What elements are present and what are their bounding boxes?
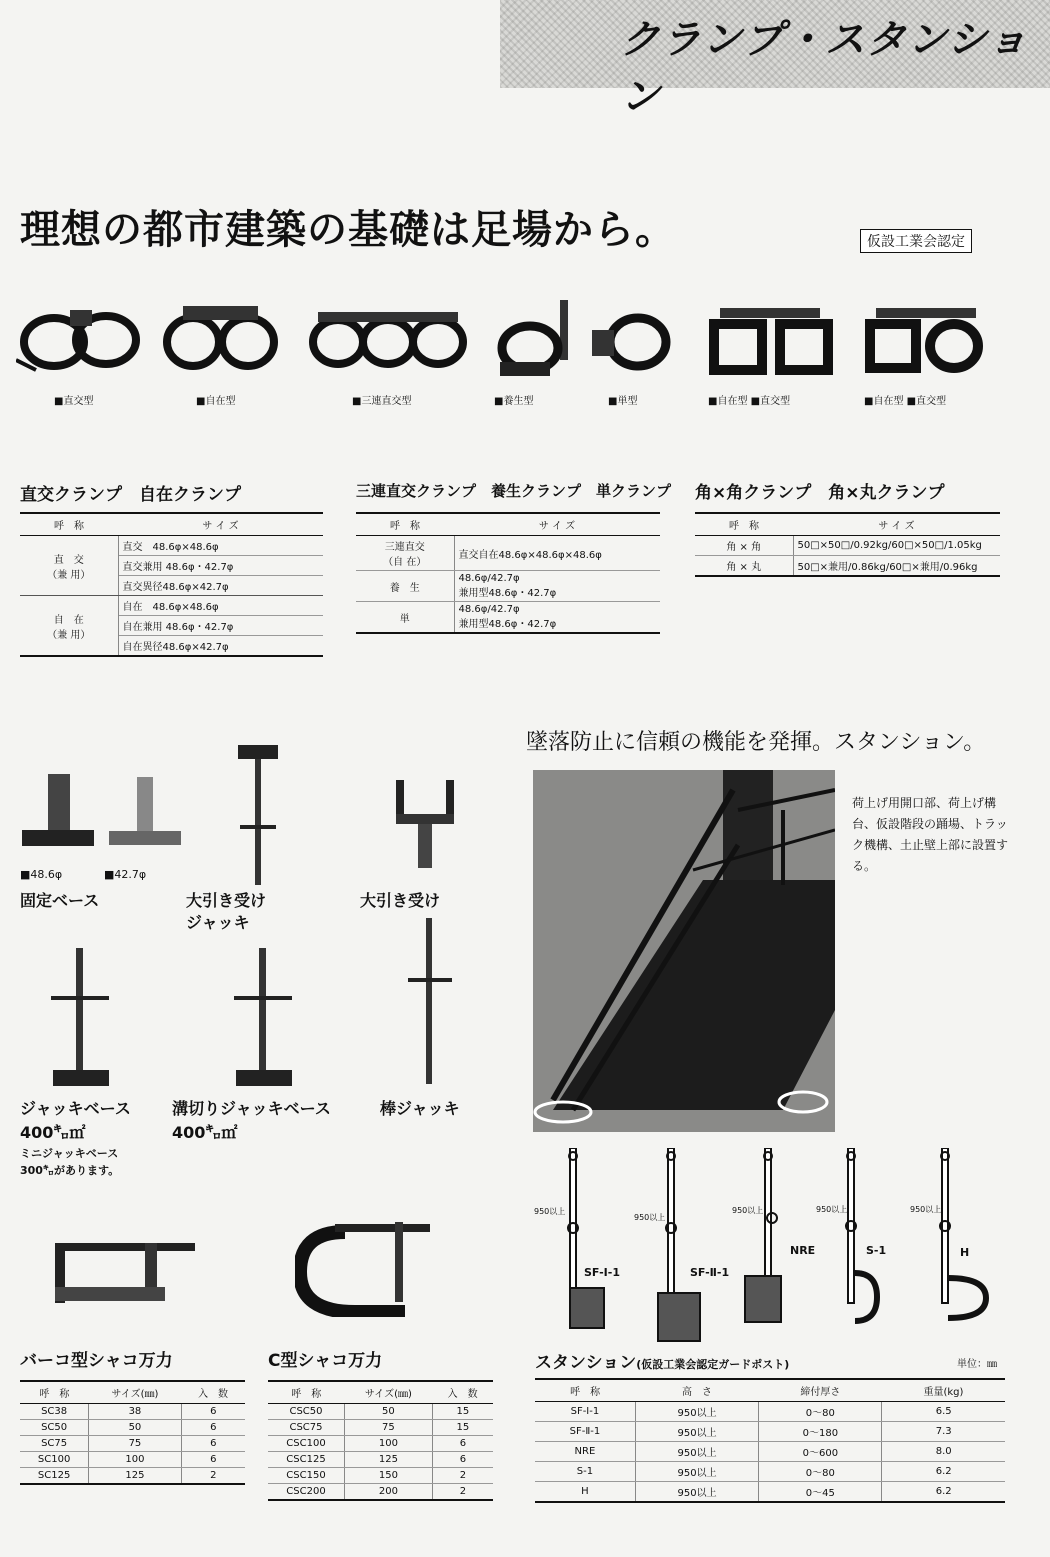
table1-size: 直交 48.6φ×48.6φ [118,536,323,556]
table1-size: 自在 48.6φ×48.6φ [118,596,323,616]
table-row [268,1452,493,1468]
table5-cell: 50 [344,1404,432,1420]
table-row [535,1462,1005,1482]
table6-cell: 950以上 [635,1442,758,1462]
table6-title-text: スタンション [535,1353,637,1373]
table2-row-name: 養 生 [356,571,454,602]
post-label: SF-Ⅰ-1 [584,1266,620,1279]
post-label: S-1 [866,1244,887,1257]
table-row [20,1404,245,1420]
clamp-single-image [590,300,675,380]
bar-clamp-image [45,1235,200,1310]
table2-title: 三連直交クランプ 養生クランプ 単クランプ [356,482,672,500]
table4-header: 入 数 [181,1381,245,1404]
table5-cell: CSC150 [268,1468,344,1484]
mini-jack-note-1: ミニジャッキベース [20,1147,119,1160]
table1-group-sub: （兼 用） [47,569,91,581]
table-row [268,1468,493,1484]
table4-cell: SC125 [20,1468,89,1485]
table-row [20,536,323,556]
clamp-swivel-image [163,300,278,380]
table-row [268,1420,493,1436]
post-label: SF-Ⅱ-1 [690,1266,730,1279]
jack-base-image [45,948,115,1088]
table6-cell: 0～600 [759,1442,882,1462]
clamp-caption: ■養生型 [494,396,534,407]
table6-title [535,1348,789,1373]
table5-cell: 2 [432,1484,493,1501]
table6-cell: 950以上 [635,1402,758,1422]
table-row [535,1482,1005,1503]
table-row [356,602,660,634]
clamp-square-round-image [860,300,990,380]
table4-cell: 125 [89,1468,181,1485]
table2 [356,512,660,634]
table2-header: サ イ ズ [454,513,660,536]
stanchion-headline: 墜落防止に信頼の機能を発揮。スタンション。 [526,730,986,755]
table-row [695,536,1000,556]
fixed-base-427-image [105,775,185,848]
table1-group-name: 自 在 [53,614,84,626]
table5-cell: 15 [432,1404,493,1420]
table6-cell: 950以上 [635,1422,758,1442]
table5-cell: 75 [344,1420,432,1436]
clamp-caption: ■自在型 [196,396,236,407]
table2-size: 48.6φ/42.7φ [458,604,520,615]
table1-size: 直交異径48.6φ×42.7φ [118,576,323,596]
table5-cell: 6 [432,1452,493,1468]
fixed-base-486-image [18,770,98,848]
stanchion-description: 荷上げ用開口部、荷上げ構台、仮設階段の踊場、トラック機構、土止壁上部に設置する。 [852,796,1009,873]
rod-jack-image [400,918,460,1088]
clamp-caption: ■自在型 ■直交型 [708,396,791,407]
table3-title: 角×角クランプ 角×丸クランプ [695,483,945,503]
table5-cell: 125 [344,1452,432,1468]
table3-header: 呼 称 [695,513,793,536]
table5-header: 入 数 [432,1381,493,1404]
tagline: 理想の都市建築の基礎は足場から。 [20,207,676,253]
clamp-triple-image [308,300,468,380]
table6-cell: NRE [535,1442,635,1462]
clamp-caption: ■自在型 ■直交型 [864,396,947,407]
table-row [695,556,1000,577]
table3 [695,512,1000,577]
table-row [20,1420,245,1436]
clamp-square-square-image [700,300,840,380]
table5-title: C型シャコ万力 [268,1351,383,1371]
table5-header: サイズ(㎜) [344,1381,432,1404]
table1-title: 直交クランプ 自在クランプ [20,485,241,505]
table4 [20,1380,245,1485]
table6-cell: 950以上 [635,1462,758,1482]
table6-cell: H [535,1482,635,1503]
table4-cell: 6 [181,1436,245,1452]
table2-row-name: 単 [356,602,454,634]
mini-jack-note-2: 300㌔があります。 [20,1164,120,1177]
table6 [535,1378,1005,1503]
table-row [356,571,660,602]
table4-cell: 6 [181,1420,245,1436]
table6-cell: 0～80 [759,1402,882,1422]
table1-size: 自在異径48.6φ×42.7φ [118,636,323,657]
table-row [20,1436,245,1452]
beam-jack-image [230,745,285,885]
post-height: 950以上 [534,1207,566,1216]
table5-cell: CSC50 [268,1404,344,1420]
table4-cell: SC75 [20,1436,89,1452]
table2-row-name: 三連直交 [384,542,425,553]
table4-cell: 6 [181,1452,245,1468]
table5-cell: 200 [344,1484,432,1501]
table-row [268,1404,493,1420]
table5 [268,1380,493,1501]
table6-cell: 6.5 [882,1402,1005,1422]
grooved-jack-base-label: 溝切りジャッキベース [172,1099,331,1118]
table5-cell: 15 [432,1420,493,1436]
table4-title: バーコ型シャコ万力 [20,1351,173,1371]
post-height: 950以上 [634,1213,666,1222]
size-427-label: ■42.7φ [104,868,147,881]
table1-size: 直交兼用 48.6φ・42.7φ [118,556,323,576]
fixed-base-label: 固定ベース [20,891,100,910]
clamp-caption: ■単型 [608,396,638,407]
post-label: H [960,1246,970,1259]
table4-header: 呼 称 [20,1381,89,1404]
table4-cell: 38 [89,1404,181,1420]
table5-cell: 100 [344,1436,432,1452]
table4-cell: SC38 [20,1404,89,1420]
size-486-label: ■48.6φ [20,868,63,881]
table4-cell: 2 [181,1468,245,1485]
table4-cell: 50 [89,1420,181,1436]
table6-header: 呼 称 [535,1379,635,1402]
table2-size: 兼用型48.6φ・42.7φ [458,619,557,630]
beam-jack-label-2: ジャッキ [186,913,250,932]
stanchion-photo [533,770,835,1132]
table-row [535,1402,1005,1422]
clamp-caption: ■三連直交型 [352,396,412,407]
table2-row-sub: （自 在） [383,557,427,568]
table2-header: 呼 称 [356,513,454,536]
table6-cell: 0～45 [759,1482,882,1503]
c-clamp-image [295,1222,435,1317]
table4-cell: 100 [89,1452,181,1468]
table5-header: 呼 称 [268,1381,344,1404]
beam-receiver-image [390,780,460,870]
jack-base-label: ジャッキベース [20,1099,131,1118]
table5-cell: 6 [432,1436,493,1452]
table6-cell: 950以上 [635,1482,758,1503]
table5-cell: 2 [432,1468,493,1484]
table6-subtitle: (仮設工業会認定ガードポスト) [636,1358,790,1371]
table6-cell: SF-Ⅱ-1 [535,1422,635,1442]
unit-label: 単位：㎜ [957,1359,997,1370]
table-row [268,1484,493,1501]
table2-size: 直交自在48.6φ×48.6φ×48.6φ [454,536,660,571]
jack-base-load: 400㌔㎡ [20,1123,86,1142]
table-row [268,1436,493,1452]
table4-cell: 75 [89,1436,181,1452]
table6-cell: 0～80 [759,1462,882,1482]
table1-group-name: 直 交 [53,554,84,566]
beam-receiver-label: 大引き受け [360,891,441,910]
table5-cell: CSC100 [268,1436,344,1452]
table6-cell: 8.0 [882,1442,1005,1462]
table5-cell: CSC75 [268,1420,344,1436]
grooved-jack-base-load: 400㌔㎡ [172,1123,238,1142]
page-title: クランプ・スタンション [620,17,1029,120]
table3-size: 50□×50□/0.92kg/60□×50□/1.05kg [793,536,1000,556]
table4-header: サイズ(㎜) [89,1381,181,1404]
table-row [535,1442,1005,1462]
post-label: NRE [790,1244,816,1257]
post-height: 950以上 [910,1205,942,1214]
table6-cell: S-1 [535,1462,635,1482]
table6-cell: 6.2 [882,1482,1005,1503]
clamp-orthogonal-image [16,300,146,380]
table6-header: 締付厚さ [759,1379,882,1402]
table-row [535,1422,1005,1442]
table1-size: 自在兼用 48.6φ・42.7φ [118,616,323,636]
table3-header: サ イ ズ [793,513,1000,536]
table6-cell: 7.3 [882,1422,1005,1442]
table3-row-name: 角 × 角 [695,536,793,556]
clamp-protective-image [490,300,585,380]
table6-cell: 6.2 [882,1462,1005,1482]
stanchion-posts-diagram [540,1148,1010,1348]
certification-badge: 仮設工業会認定 [860,229,972,253]
rod-jack-label: 棒ジャッキ [380,1099,460,1118]
grooved-jack-base-image [228,948,298,1088]
table3-row-name: 角 × 丸 [695,556,793,577]
table1-header: サ イ ズ [118,513,323,536]
post-height: 950以上 [816,1205,848,1214]
table-row [20,596,323,616]
table-row [20,1468,245,1485]
clamp-caption: ■直交型 [54,396,94,407]
table2-size: 48.6φ/42.7φ [458,573,520,584]
table2-size: 兼用型48.6φ・42.7φ [458,588,557,599]
table1-header: 呼 称 [20,513,118,536]
table6-cell: SF-Ⅰ-1 [535,1402,635,1422]
table5-cell: CSC125 [268,1452,344,1468]
table1-group-sub: （兼 用） [47,629,91,641]
table4-cell: SC100 [20,1452,89,1468]
post-height: 950以上 [732,1206,764,1215]
table6-cell: 0～180 [759,1422,882,1442]
table5-cell: 150 [344,1468,432,1484]
table4-cell: 6 [181,1404,245,1420]
table-row [20,1452,245,1468]
table6-header: 高 さ [635,1379,758,1402]
table-row [356,536,660,571]
beam-jack-label-1: 大引き受け [186,891,267,910]
table1 [20,512,323,657]
table4-cell: SC50 [20,1420,89,1436]
table6-header: 重量(kg) [882,1379,1005,1402]
table5-cell: CSC200 [268,1484,344,1501]
table3-size: 50□×兼用/0.86kg/60□×兼用/0.96kg [793,556,1000,577]
